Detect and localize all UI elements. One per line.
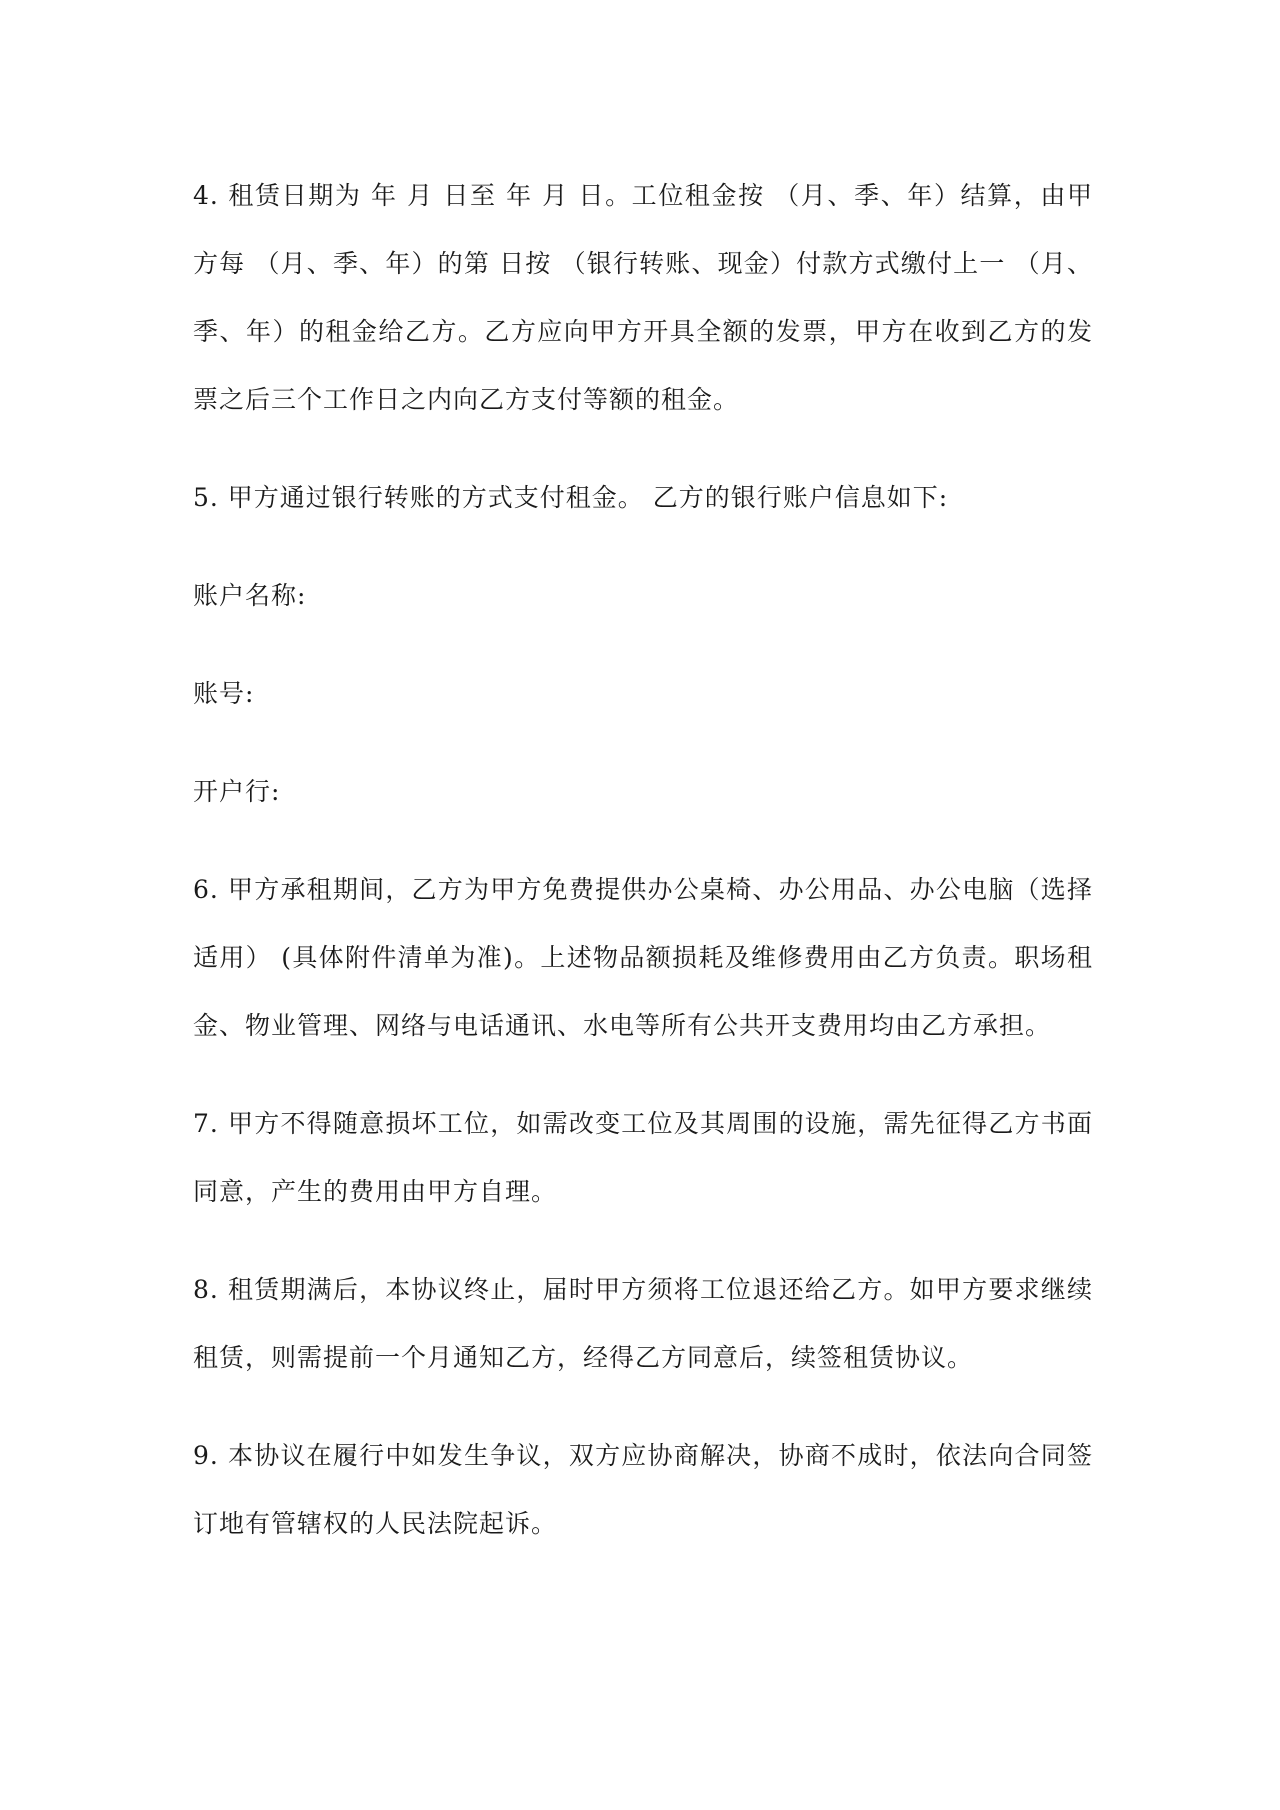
clause-9-paragraph: 9. 本协议在履行中如发生争议，双方应协商解决，协商不成时，依法向合同签订地有管辖权的人民法院起诉。 xyxy=(193,1441,1093,1538)
clause-8-paragraph: 8. 租赁期满后，本协议终止，届时甲方须将工位退还给乙方。如甲方要求继续租赁，则需提前一个月通知乙方，经得乙方同意后，续签租赁协议。 xyxy=(193,1275,1093,1372)
clause-4-paragraph: 4. 租赁日期为 年 月 日至 年 月 日。工位租金按 （月、季、年）结算，由甲方每 （月、季、年）的第 日按 （银行转账、现金）付款方式缴付上一 （月、季、年）的租金给乙方。乙方应向甲方开具全额的发票，甲方在收到乙方的发票之后三个工作日之内向乙方支付等额的租金。 xyxy=(193,181,1093,414)
clause-6-paragraph: 6. 甲方承租期间，乙方为甲方免费提供办公桌椅、办公用品、办公电脑（选择适用） (具体附件清单为准)。上述物品额损耗及维修费用由乙方负责。职场租金、物业管理、网络与电话通讯、水电等所有公共开支费用均由乙方承担。 xyxy=(193,875,1093,1040)
document-body xyxy=(193,162,1093,1558)
account-number-line: 账号: xyxy=(193,679,255,708)
account-name-line: 账户名称: xyxy=(193,581,307,610)
bank-branch-line: 开户行: xyxy=(193,777,281,806)
clause-7-paragraph: 7. 甲方不得随意损坏工位，如需改变工位及其周围的设施，需先征得乙方书面同意，产生的费用由甲方自理。 xyxy=(193,1109,1093,1206)
clause-5-paragraph: 5. 甲方通过银行转账的方式支付租金。 乙方的银行账户信息如下: xyxy=(193,483,949,512)
